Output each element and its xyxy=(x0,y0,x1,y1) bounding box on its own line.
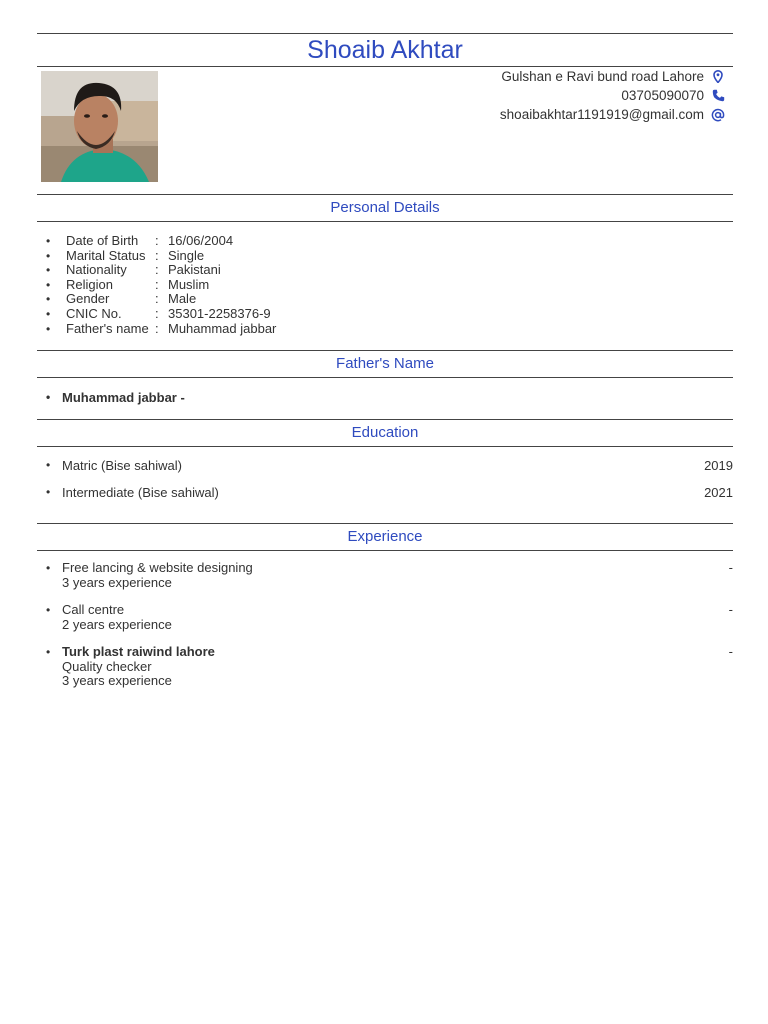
detail-row xyxy=(37,292,733,307)
detail-value: Muslim xyxy=(168,276,210,292)
candidate-name: Shoaib Akhtar xyxy=(307,36,463,64)
education-year: 2019 xyxy=(704,458,733,474)
detail-value: Male xyxy=(168,291,197,307)
experience-duration: 2 years experience xyxy=(62,616,172,632)
education-name: • Matric (Bise sahiwal) xyxy=(62,458,182,474)
section-divider xyxy=(37,221,733,222)
detail-label: Marital Status xyxy=(66,247,146,263)
experience-item xyxy=(37,603,733,632)
resume-page xyxy=(37,33,733,702)
experience-heading: Experience xyxy=(347,528,423,546)
detail-label: Date of Birth xyxy=(66,233,139,248)
education-item xyxy=(37,457,733,484)
experience-date: - xyxy=(728,560,733,576)
detail-row xyxy=(37,307,733,322)
detail-row xyxy=(37,234,733,249)
contact-info xyxy=(500,67,726,124)
detail-separator: : xyxy=(155,247,159,263)
address-text: Gulshan e Ravi bund road Lahore xyxy=(501,69,704,84)
experience-duration: 3 years experience xyxy=(62,673,172,689)
experience-title: • Free lancing & website designing xyxy=(62,560,253,576)
detail-value: Pakistani xyxy=(168,262,221,278)
experience-item xyxy=(37,561,733,590)
fathers-name-list xyxy=(37,389,733,406)
experience-duration: 3 years experience xyxy=(62,574,172,590)
detail-row xyxy=(37,322,733,337)
education-item xyxy=(37,484,733,511)
detail-value: 16/06/2004 xyxy=(168,233,234,248)
experience-title: • Call centre xyxy=(62,602,125,618)
fathers-name-heading: Father's Name xyxy=(336,355,434,373)
profile-photo xyxy=(41,71,158,182)
section-divider xyxy=(37,550,733,551)
detail-separator: : xyxy=(155,262,159,278)
experience-date: - xyxy=(728,602,733,618)
phone-line xyxy=(500,86,726,105)
experience-role: Quality checker xyxy=(62,658,152,674)
section-divider xyxy=(37,377,733,378)
location-pin-icon xyxy=(710,70,726,83)
experience-item xyxy=(37,645,733,689)
detail-label: Gender xyxy=(66,291,110,307)
detail-value: Muhammad jabbar xyxy=(168,320,277,336)
experience-list xyxy=(37,561,733,689)
header-section xyxy=(37,67,733,194)
detail-separator: : xyxy=(155,233,159,248)
detail-separator: : xyxy=(155,276,159,292)
address-line xyxy=(500,67,726,86)
education-heading: Education xyxy=(351,424,419,442)
detail-value: 35301-2258376-9 xyxy=(168,305,271,321)
section-divider xyxy=(37,446,733,447)
detail-separator: : xyxy=(155,291,159,307)
detail-row xyxy=(37,278,733,293)
education-year: 2021 xyxy=(704,485,733,501)
fathers-name-item: • Muhammad jabbar - xyxy=(37,389,733,406)
detail-value: Single xyxy=(168,247,205,263)
detail-label: Nationality xyxy=(66,262,127,278)
education-list xyxy=(37,457,733,511)
detail-row xyxy=(37,249,733,264)
personal-details-list xyxy=(37,234,733,336)
at-sign-icon xyxy=(710,108,726,122)
phone-text: 03705090070 xyxy=(621,88,704,103)
education-name: • Intermediate (Bise sahiwal) xyxy=(62,485,219,501)
detail-separator: : xyxy=(155,305,159,321)
personal-details-heading: Personal Details xyxy=(330,199,440,216)
email-line xyxy=(500,105,726,124)
detail-label: Religion xyxy=(66,276,113,292)
experience-title: • Turk plast raiwind lahore xyxy=(62,644,215,660)
detail-row xyxy=(37,263,733,278)
detail-label: Father's name xyxy=(66,320,149,336)
detail-label: CNIC No. xyxy=(66,305,122,321)
phone-icon xyxy=(710,89,726,102)
email-text[interactable]: shoaibakhtar1191919@gmail.com xyxy=(499,107,704,122)
detail-separator: : xyxy=(155,320,159,336)
experience-date: - xyxy=(728,644,733,660)
